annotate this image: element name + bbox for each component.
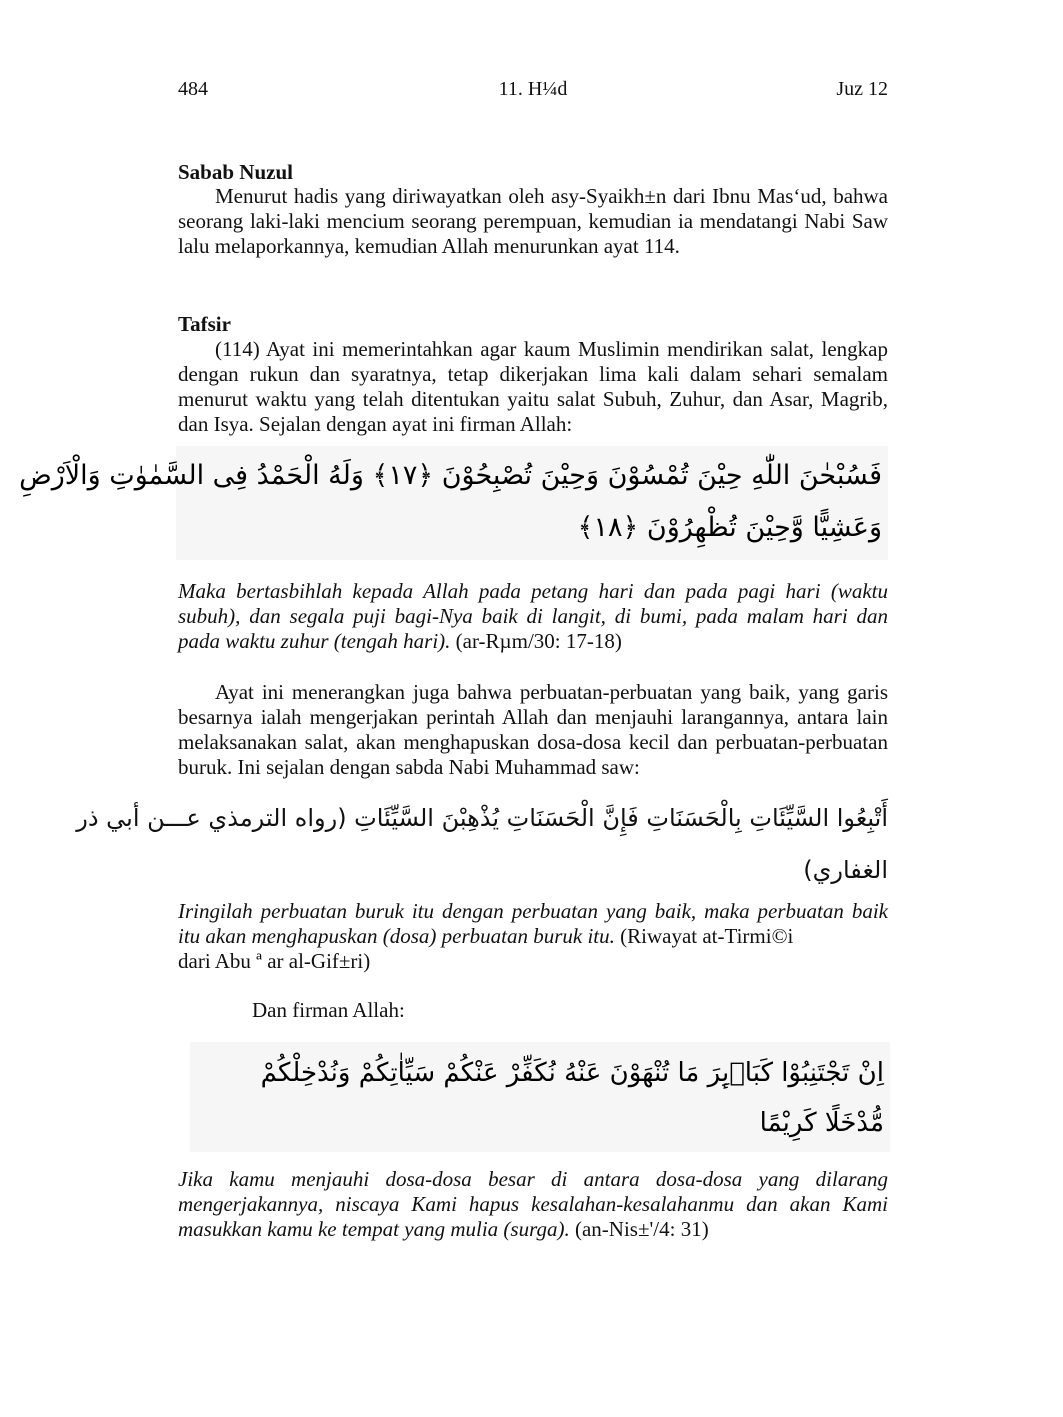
- page-number: 484: [178, 78, 208, 100]
- verse-2-reference: (an-Nis±'/4: 31): [569, 1217, 709, 1241]
- verse-2-translation-text: Jika kamu menjauhi dosa-dosa besar di antara dosa-dosa yang dilarang mengerjakannya, niscaya Kami hapus kesalahan-kesalahanmu dan akan Kami masukkan kamu ke tempat yang mulia (surga).: [178, 1167, 888, 1241]
- hadith-line-2: الغفاري): [803, 856, 888, 884]
- tafsir-paragraph: (114) Ayat ini memerintahkan agar kaum Muslimin mendirikan salat, lengkap dengan rukun dan syaratnya, tetap dikerjakan lima kali dalam sehari semalam menurut waktu yang telah ditentukan yaitu salat Subuh, Zuhur, dan Asar, Magrib, dan Isya. Sejalan dengan ayat ini firman Allah:: [178, 337, 888, 436]
- hadith-arabic: [76, 792, 888, 896]
- paragraph-2: Ayat ini menerangkan juga bahwa perbuatan-perbuatan yang baik, yang garis besarnya ialah mengerjakan perintah Allah dan menjauhi larangannya, antara lain melaksanakan salat, akan menghapuskan dosa-dosa kecil dan perbuatan-perbuatan buruk. Ini sejalan dengan sabda Nabi Muhammad saw:: [178, 680, 888, 779]
- chapter-title: 11. H¼d: [498, 78, 568, 100]
- sabab-nuzul-heading: Sabab Nuzul: [178, 160, 293, 184]
- verse-1-translation-text: Maka bertasbihlah kepada Allah pada petang hari dan pada pagi hari (waktu subuh), dan segala puji bagi-Nya baik di langit, di bumi, pada malam hari dan pada waktu zuhur (tengah hari).: [178, 579, 888, 653]
- hadith-translation: [178, 899, 888, 974]
- verse-1-line-2: وَعَشِيًّا وَّحِيْنَ تُظْهِرُوْنَ ﴿١٨﴾: [577, 512, 882, 543]
- tafsir-heading: Tafsir: [178, 312, 231, 336]
- firman-intro: Dan firman Allah:: [252, 998, 405, 1022]
- verse-1-reference: (ar-Rµm/30: 17-18): [450, 629, 622, 653]
- hadith-line-1: أَتْبِعُوا السَّيِّئَاتِ بِالْحَسَنَاتِ فَإِنَّ الْحَسَنَاتِ يُذْهِبْنَ السَّيِّئَاتِ (رواه الترمذي عـــن أبي ذر: [76, 804, 888, 832]
- verse-2-line-1: اِنْ تَجْتَنِبُوْا كَبَاۤىِٕرَ مَا تُنْهَوْنَ عَنْهُ نُكَفِّرْ عَنْكُمْ سَيِّاٰتِكُمْ وَنُدْخِلْكُمْ: [260, 1058, 884, 1088]
- verse-1-translation: [178, 579, 888, 654]
- hadith-reference-2: dari Abu ª ar al-Gif±ri): [178, 949, 371, 973]
- sabab-nuzul-paragraph: Menurut hadis yang diriwayatkan oleh asy-Syaikh±n dari Ibnu Mas‘ud, bahwa seorang laki-laki mencium seorang perempuan, kemudian ia mendatangi Nabi Saw lalu melaporkannya, kemudian Allah menurunkan ayat 114.: [178, 184, 888, 258]
- hadith-reference-1: (Riwayat at-Tirmi©i: [614, 924, 794, 948]
- verse-1-line-1: فَسُبْحٰنَ اللّٰهِ حِيْنَ تُمْسُوْنَ وَحِيْنَ تُصْبِحُوْنَ ﴿١٧﴾ وَلَهُ الْحَمْدُ فِى السَّمٰوٰتِ وَالْاَرْضِ: [19, 460, 882, 491]
- page-header: [178, 76, 888, 102]
- quran-verse-image-1: [19, 446, 888, 560]
- quran-verse-image-2: [190, 1042, 890, 1152]
- verse-2-line-2: مُّدْخَلًا كَرِيْمًا: [759, 1108, 884, 1138]
- hadith-translation-text: Iringilah perbuatan buruk itu dengan perbuatan yang baik, maka perbuatan baik itu akan menghapuskan (dosa) perbuatan buruk itu.: [178, 899, 888, 948]
- juz-label: Juz 12: [836, 78, 888, 100]
- verse-2-translation: [178, 1167, 888, 1242]
